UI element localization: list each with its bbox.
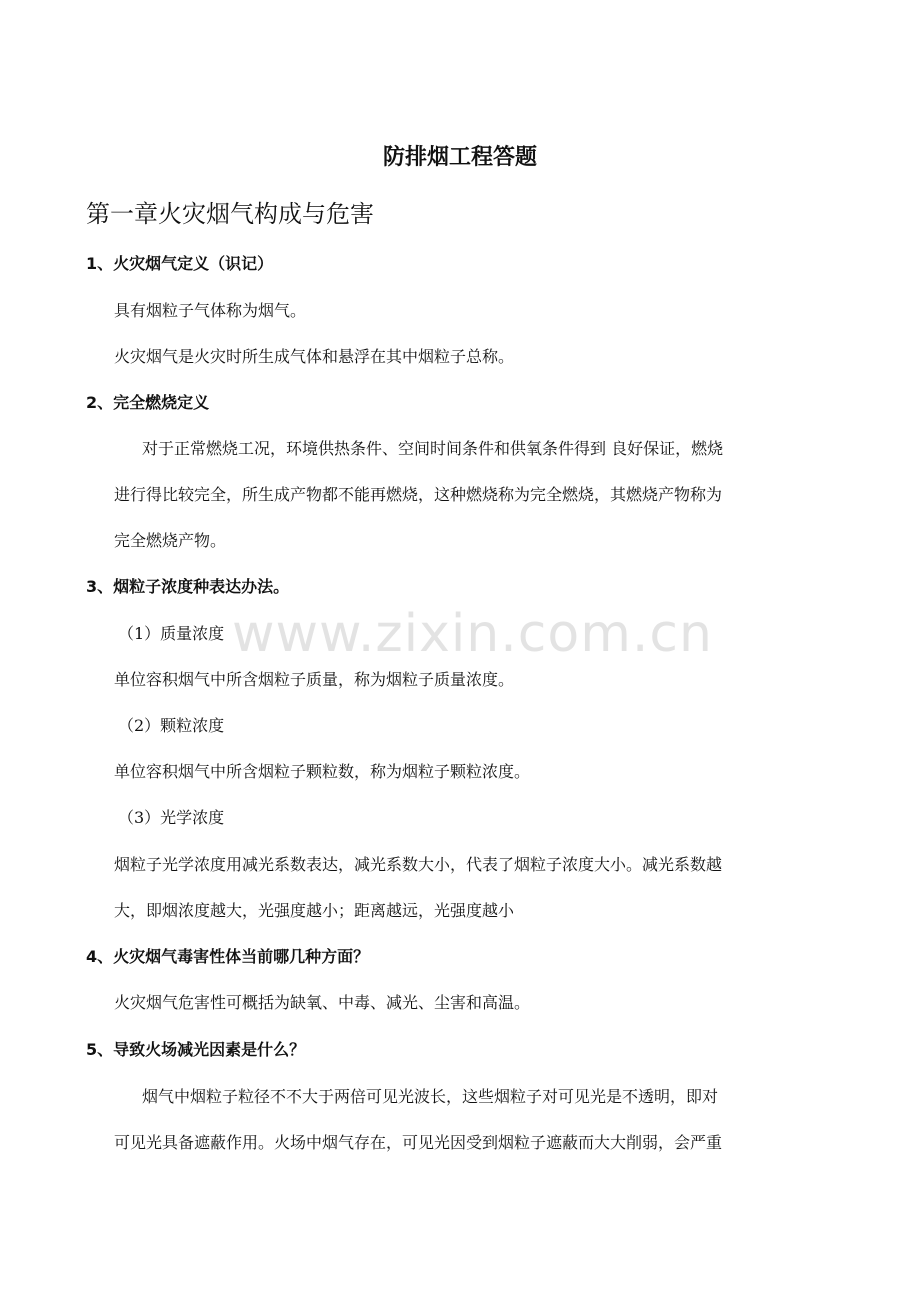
paragraph-line: 烟粒子光学浓度用减光系数表达，减光系数大小，代表了烟粒子浓度大小。减光系数越 [114,855,723,874]
question-heading-3: 3、烟粒子浓度种表达办法。 [86,577,290,596]
question-heading-2: 2、完全燃烧定义 [86,393,210,412]
paragraph-line: 火灾烟气危害性可概括为缺氧、中毒、减光、尘害和高温。 [114,993,531,1012]
paragraph-line: 对于正常燃烧工况，环境供热条件、空间时间条件和供氧条件得到 良好保证，燃烧 [142,439,724,458]
paragraph-line: 大，即烟浓度越大，光强度越小；距离越远，光强度越小 [114,901,515,920]
paragraph-line: 具有烟粒子气体称为烟气。 [114,301,307,320]
document-title: 防排烟工程答题 [382,145,537,170]
paragraph-line: 完全燃烧产物。 [114,531,227,550]
sub-heading: （1）质量浓度 [118,624,225,643]
question-heading-5: 5、导致火场减光因素是什么？ [86,1040,306,1059]
paragraph-line: 单位容积烟气中所含烟粒子质量，称为烟粒子质量浓度。 [114,670,515,689]
question-heading-1: 1、火灾烟气定义（识记） [86,254,274,273]
chapter-heading: 第一章火灾烟气构成与危害 [86,200,374,228]
paragraph-line: 进行得比较完全，所生成产物都不能再燃烧，这种燃烧称为完全燃烧，其燃烧产物称为 [114,485,723,504]
paragraph-line: 火灾烟气是火灾时所生成气体和悬浮在其中烟粒子总称。 [114,347,515,366]
question-heading-4: 4、火灾烟气毒害性体当前哪几种方面？ [86,947,370,966]
sub-heading: （2）颗粒浓度 [118,716,225,735]
sub-heading: （3）光学浓度 [118,808,225,827]
paragraph-line: 可见光具备遮蔽作用。火场中烟气存在，可见光因受到烟粒子遮蔽而大大削弱，会严重 [114,1133,723,1152]
watermark: www.zixin.com.cn [232,604,713,664]
paragraph-line: 烟气中烟粒子粒径不不大于两倍可见光波长，这些烟粒子对可见光是不透明，即对 [142,1087,719,1106]
paragraph-line: 单位容积烟气中所含烟粒子颗粒数，称为烟粒子颗粒浓度。 [114,762,531,781]
